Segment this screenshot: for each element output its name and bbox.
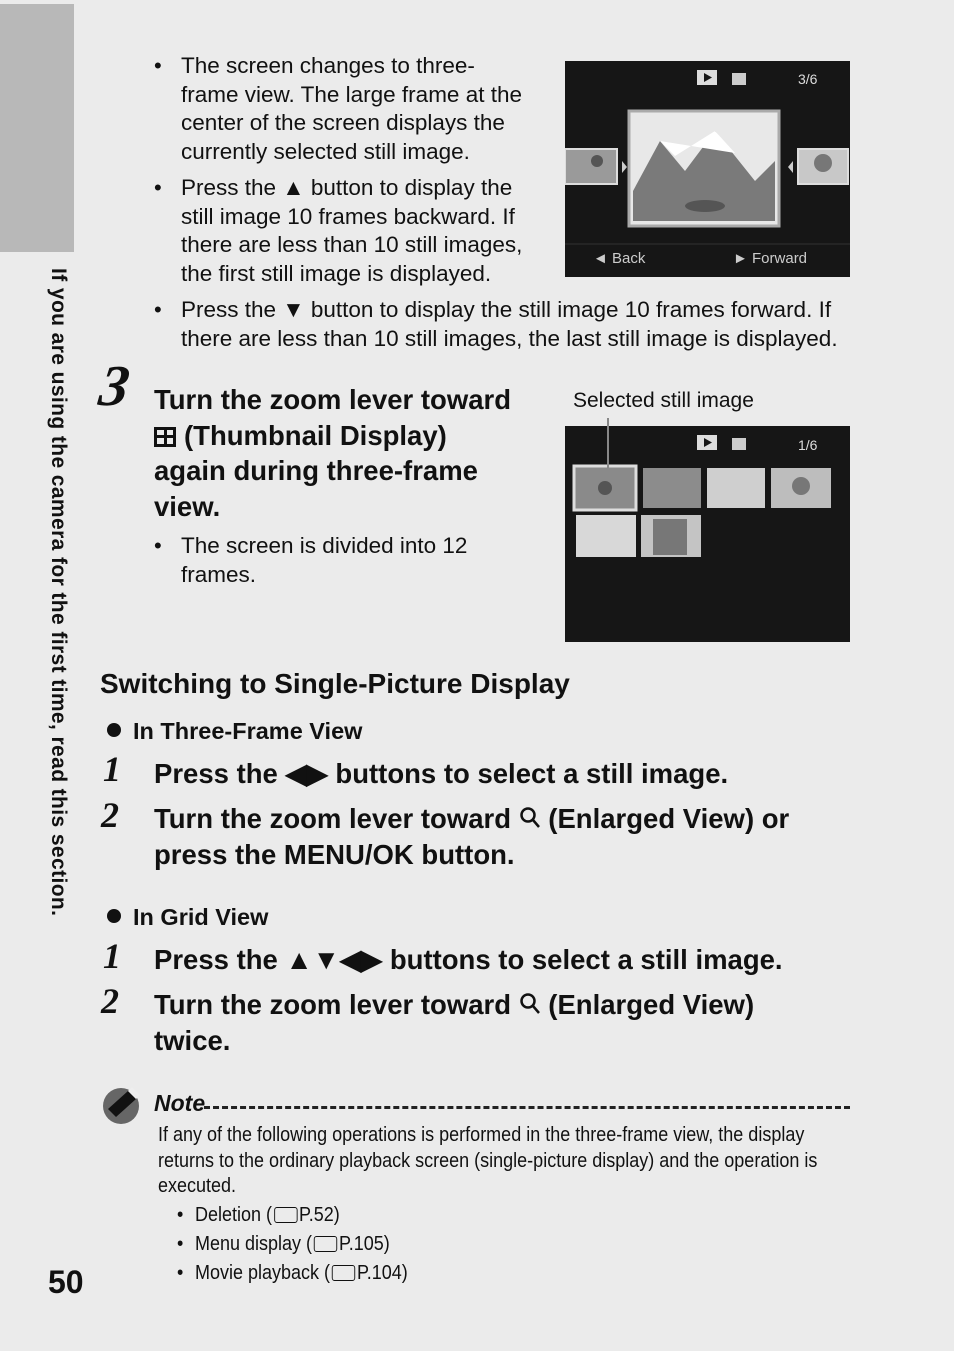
grid-step-1-number: 1 [103,936,121,976]
left-right-arrows-icon: ◀▶ [285,758,328,789]
svg-text:► Forward: ► Forward [733,250,808,267]
note-item-deletion: • Deletion ( P.52) [177,1204,340,1226]
note-item-menu-display: • Menu display ( P.105) [177,1233,390,1255]
selected-still-caption: Selected still image [573,389,754,412]
bullet-three-frame: • The screen changes to three- frame view. The large frame at the center of the screen displays the currently selected still image. [154,53,522,165]
step-3-text: Turn the zoom lever toward (Thumbnail Display) again during three-frame view. [154,384,512,522]
three-frame-step-1-number: 1 [103,749,121,789]
grid-step-2: Turn the zoom lever toward (Enlarged View) twice. [154,989,755,1056]
bullet-down-button: • Press the ▼ button to display the still image 10 frames forward. If there are less than 10 still images, the last still image is displayed. [154,297,838,351]
magnifier-icon [519,989,541,1013]
step-3-number: 3 [95,353,134,418]
svg-text:3/6: 3/6 [798,71,818,87]
section-title: Switching to Single-Picture Display [100,668,570,699]
note-divider [204,1106,850,1109]
note-item-movie-playback: • Movie playback ( P.104) [177,1262,408,1284]
bullet-12-frames: • The screen is divided into 12 frames. [154,533,468,587]
page-number: 50 [48,1264,84,1300]
three-frame-heading: In Three-Frame View [107,718,362,745]
four-arrows-icon: ▲▼◀▶ [285,944,383,975]
grid-step-1: Press the ▲▼◀▶ buttons to select a still image. [154,944,783,975]
side-tab-text: If you are using the camera for the first time, read this section. [47,268,70,917]
page-reference-icon [332,1265,355,1281]
three-frame-screen [565,61,850,277]
three-frame-step-2-number: 2 [101,795,119,835]
up-arrow-icon: ▲ [282,175,305,200]
page-reference-icon [274,1207,297,1223]
svg-text:1/6: 1/6 [798,437,818,453]
note-title: Note [154,1090,206,1116]
thumbnail-icon [154,427,176,447]
bullet-up-button: • Press the ▲ button to display the still image 10 frames backward. If there are less than 10 still images, the first still image is displayed. [154,175,523,287]
note-body: If any of the following operations is performed in the three-frame view, the display returns to the ordinary playback screen (single-picture display) and the operation is executed. [158,1124,818,1198]
three-frame-step-2: Turn the zoom lever toward (Enlarged View) or press the MENU/OK button. [154,803,790,870]
svg-text:◄ Back: ◄ Back [593,250,646,267]
grid-step-2-number: 2 [101,981,119,1021]
magnifier-icon [519,803,541,827]
down-arrow-icon: ▼ [282,297,305,322]
three-frame-illustration [565,61,850,277]
note-pencil-icon [102,1085,142,1125]
three-frame-step-1: Press the ◀▶ buttons to select a still image. [154,758,729,789]
side-tab [0,4,74,252]
caption-pointer-line [607,418,609,468]
page-reference-icon [314,1236,337,1252]
grid-view-heading: In Grid View [107,904,268,931]
